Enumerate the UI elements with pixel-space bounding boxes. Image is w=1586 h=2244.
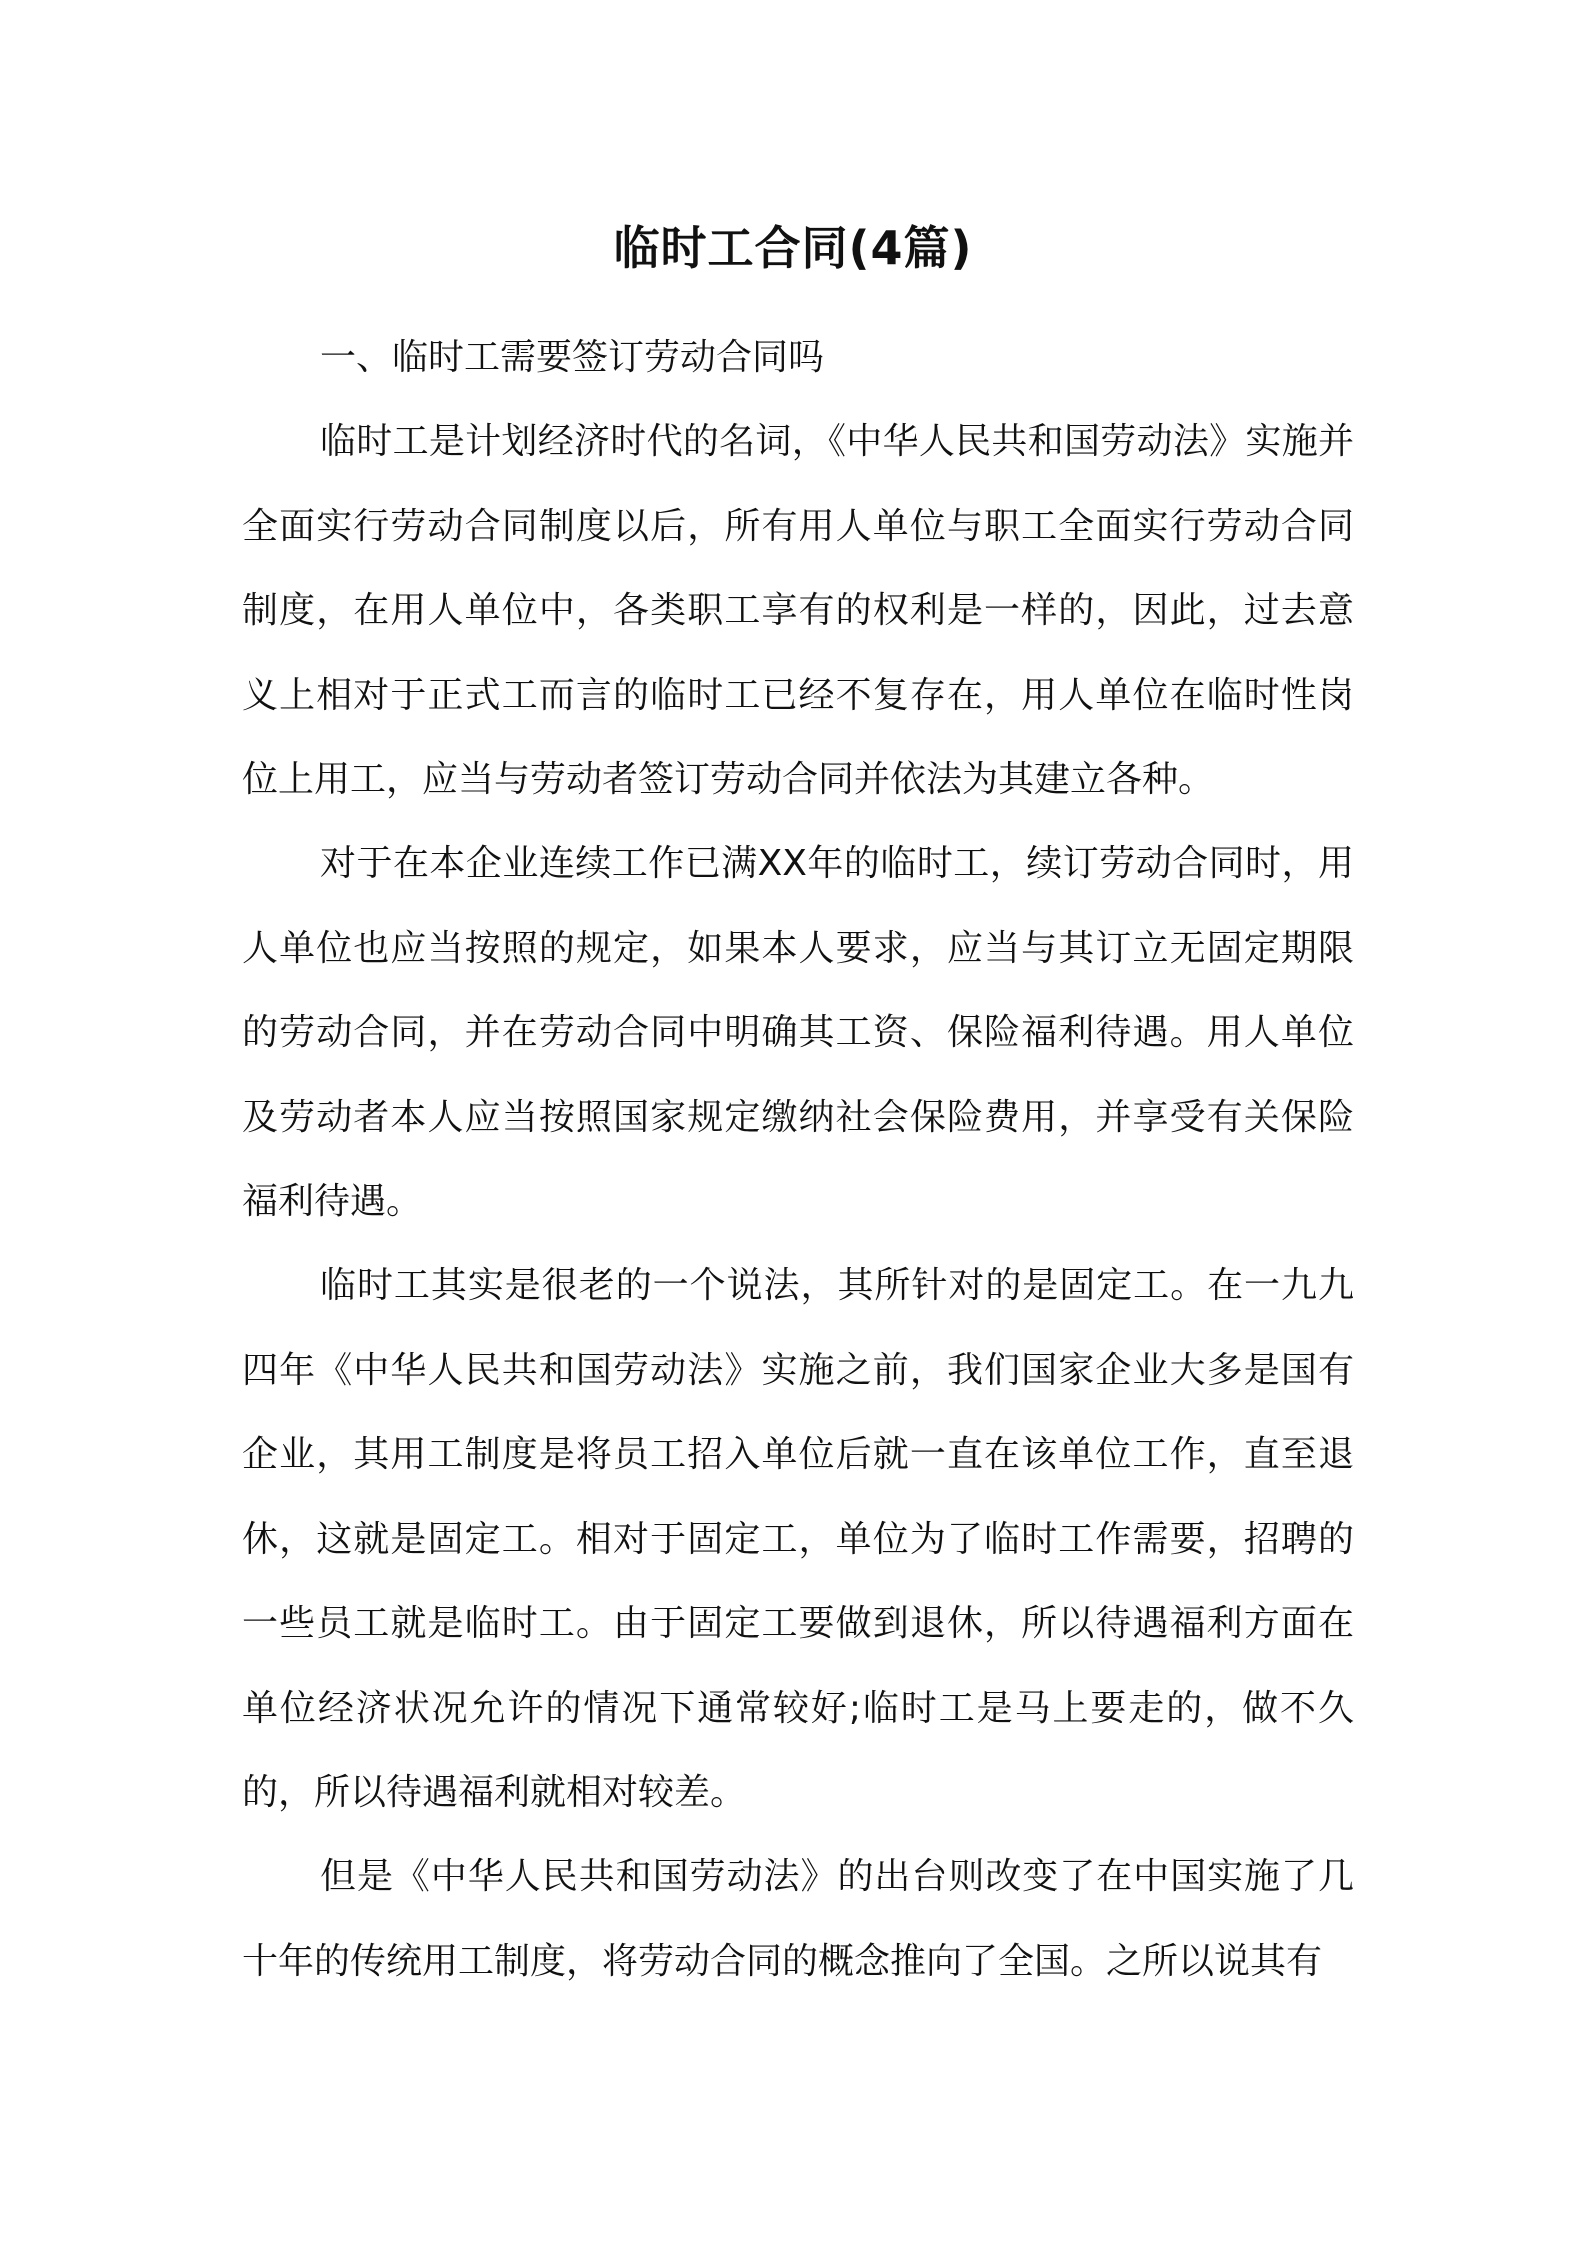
document-body: [242, 316, 1354, 2004]
paragraph-4: 但是《中华人民共和国劳动法》的出台则改变了在中国实施了几十年的传统用工制度，将劳动合同的概念推向了全国。之所以说其有: [242, 1856, 1354, 1982]
paragraph-3: 临时工其实是很老的一个说法，其所针对的是固定工。在一九九四年《中华人民共和国劳动法》实施之前，我们国家企业大多是国有企业，其用工制度是将员工招入单位后就一直在该单位工作，直至退休，这就是固定工。相对于固定工，单位为了临时工作需要，招聘的一些员工就是临时工。由于固定工要做到退休，所以待遇福利方面在单位经济状况允许的情况下通常较好;临时工是马上要走的，做不久的，所以待遇福利就相对较差。: [242, 1265, 1354, 1813]
document-title: 临时工合同(4篇): [613, 221, 973, 275]
paragraph-2: 对于在本企业连续工作已满XX年的临时工，续订劳动合同时，用人单位也应当按照的规定，如果本人要求，应当与其订立无固定期限的劳动合同，并在劳动合同中明确其工资、保险福利待遇。用人单位及劳动者本人应当按照国家规定缴纳社会保险费用，并享受有关保险福利待遇。: [242, 843, 1354, 1223]
section-heading: 一、临时工需要签订劳动合同吗: [320, 337, 825, 378]
paragraph-1: 临时工是计划经济时代的名词，《中华人民共和国劳动法》实施并全面实行劳动合同制度以后，所有用人单位与职工全面实行劳动合同制度，在用人单位中，各类职工享有的权利是一样的，因此，过去意义上相对于正式工而言的临时工已经不复存在，用人单位在临时性岗位上用工，应当与劳动者签订劳动合同并依法为其建立各种。: [242, 421, 1354, 801]
